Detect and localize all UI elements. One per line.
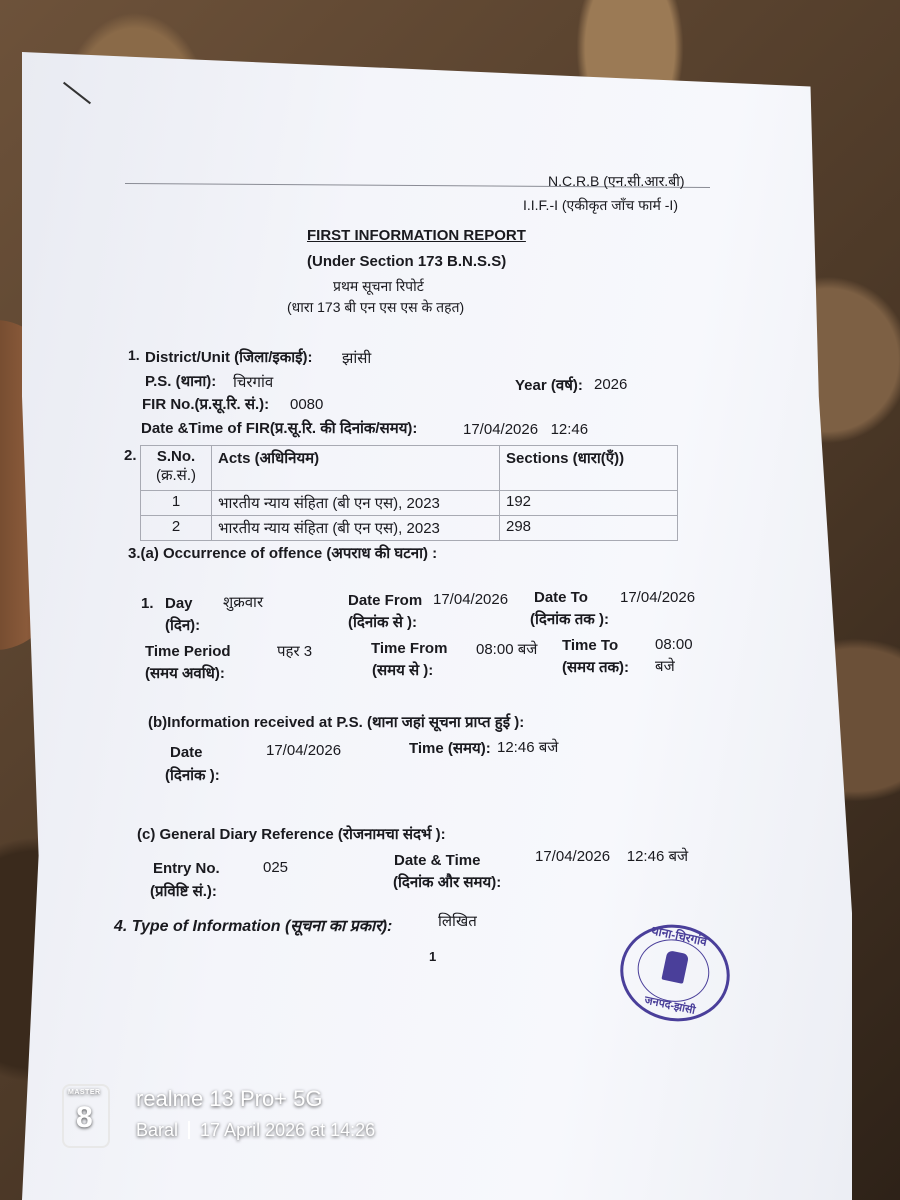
day-value: शुक्रवार [223, 594, 264, 611]
row-act: भारतीय न्याय संहिता (बी एन एस), 2023 [212, 516, 500, 541]
entry-no-label-hindi: (प्रविष्टि सं.): [150, 883, 217, 900]
date-to-value: 17/04/2026 [620, 589, 696, 606]
page-number: 1 [429, 949, 437, 964]
time-to-label-hindi: (समय तक): [562, 659, 630, 676]
received-date-label: Date [170, 744, 203, 761]
police-station-seal [611, 915, 739, 1032]
photo-meta [136, 1120, 375, 1141]
acts-header: Acts (अधिनियम) [212, 446, 500, 491]
section2-number: 2. [124, 447, 137, 464]
title-hindi: प्रथम सूचना रिपोर्ट [333, 278, 424, 294]
time-from-label: Time From [371, 640, 448, 657]
year-label: Year (वर्ष): [515, 377, 583, 394]
camera-watermark [0, 1070, 900, 1200]
acts-table [140, 445, 678, 541]
received-date-value: 17/04/2026 [266, 742, 342, 759]
acts-table-header [141, 446, 678, 491]
diary-datetime-label-hindi: (दिनांक और समय): [393, 874, 502, 891]
section3-heading: 3.(a) Occurrence of offence (अपराध की घटना) : [128, 545, 438, 562]
date-from-label: Date From [348, 592, 423, 609]
row-sno: 2 [141, 516, 212, 541]
date-from-value: 17/04/2026 [433, 591, 509, 608]
date-to-label: Date To [534, 589, 588, 606]
district-label: District/Unit (जिला/इकाई): [145, 349, 313, 366]
received-time-value: 12:46 बजे [497, 739, 559, 756]
occurrence-number: 1. [141, 595, 154, 612]
time-to-label: Time To [562, 637, 619, 654]
diary-reference-heading: (c) General Diary Reference (रोजनामचा संदर्भ ): [137, 826, 446, 843]
badge-number: 8 [76, 1101, 93, 1134]
time-to-unit: बजे [655, 658, 675, 675]
entry-no-label: Entry No. [153, 860, 220, 877]
fir-label: FIR No.(प्र.सू.रि. सं.): [142, 396, 270, 413]
day-label-hindi: (दिन): [165, 617, 201, 634]
fir-value: 0080 [290, 396, 324, 413]
time-period-value: पहर 3 [277, 643, 313, 660]
time-from-value: 08:00 बजे [476, 641, 538, 658]
title-under: (Under Section 173 B.N.S.S) [307, 253, 507, 270]
ps-label: P.S. (थाना): [145, 373, 217, 390]
district-value: झांसी [342, 350, 372, 367]
device-model: realme 13 Pro+ 5G [136, 1086, 323, 1111]
ps-value: चिरगांव [233, 374, 274, 391]
badge-top-text: MASTER [68, 1089, 101, 1096]
diary-datetime-label: Date & Time [394, 852, 481, 869]
photo-datetime: 17 April 2026 at 14:26 [200, 1120, 376, 1140]
sno-header: S.No. (क्र.सं.) [141, 446, 212, 491]
date-to-label-hindi: (दिनांक तक ): [530, 611, 609, 628]
time-period-label-hindi: (समय अवधि): [145, 665, 225, 682]
table-row [141, 516, 678, 541]
day-label: Day [165, 595, 193, 612]
row-section: 192 [500, 491, 678, 516]
received-date-label-hindi: (दिनांक ): [165, 767, 220, 784]
title-hindi-under: (धारा 173 बी एन एस एस के तहत) [287, 299, 465, 315]
row-act: भारतीय न्याय संहिता (बी एन एस), 2023 [212, 491, 500, 516]
table-row [141, 491, 678, 516]
photographer-name: Baral [136, 1120, 179, 1140]
information-type-value: लिखित [438, 913, 477, 930]
seal-bottom-text: जनपद-झांसी [643, 994, 697, 1017]
master-badge-icon [62, 1084, 110, 1148]
row-sno: 1 [141, 491, 212, 516]
section1-number: 1. [128, 347, 140, 363]
fir-datetime-label: Date &Time of FIR(प्र.सू.रि. की दिनांक/समय): [141, 420, 418, 437]
ncrb-label: N.C.R.B (एन.सी.आर.बी) [548, 173, 685, 189]
sections-header: Sections (धारा(एँ)) [500, 446, 678, 491]
info-received-heading: (b)Information received at P.S. (थाना जहां सूचना प्राप्त हुई ): [148, 714, 525, 731]
date-from-label-hindi: (दिनांक से ): [348, 614, 418, 631]
row-section: 298 [500, 516, 678, 541]
time-from-label-hindi: (समय से ): [372, 662, 434, 679]
pen-mark [63, 82, 91, 105]
seal-top-text: थाना-चिरगांव [649, 923, 709, 949]
information-type-label: 4. Type of Information (सूचना का प्रकार): [114, 918, 393, 935]
time-to-value: 08:00 [655, 636, 693, 653]
page-title: FIRST INFORMATION REPORT [307, 227, 526, 244]
fir-datetime-value: 17/04/2026 12:46 [463, 421, 589, 438]
separator [188, 1121, 190, 1139]
year-value: 2026 [594, 376, 628, 393]
received-time-label: Time (समय): [409, 740, 491, 757]
entry-no-value: 025 [263, 859, 289, 876]
time-period-label: Time Period [145, 643, 231, 660]
iif-label: I.I.F.-I (एकीकृत जाँच फार्म -I) [523, 197, 678, 213]
diary-datetime-value: 17/04/2026 12:46 बजे [535, 848, 689, 865]
